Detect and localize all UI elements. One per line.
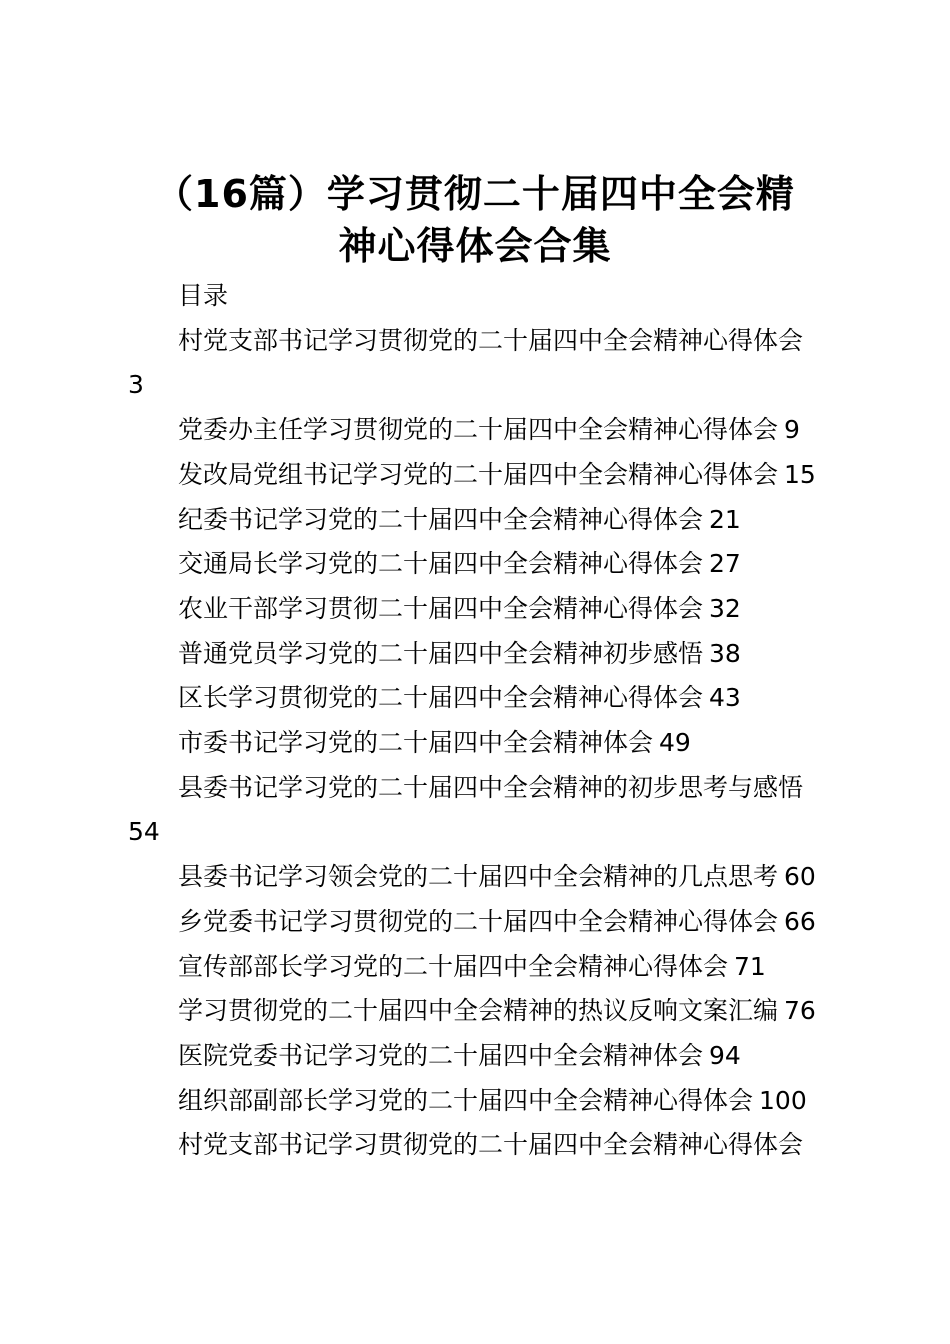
toc-entry-text: 医院党委书记学习党的二十届四中全会精神体会 [178,1040,704,1070]
toc-entry[interactable] [128,855,828,900]
toc-entry-page: 21 [709,504,741,534]
toc-entry-page: 49 [659,728,691,758]
toc-entry-text: 乡党委书记学习贯彻党的二十届四中全会精神心得体会 [178,906,779,936]
toc-entry-page: 100 [759,1085,807,1115]
toc-entry[interactable] [128,319,828,408]
toc-entry-text: 市委书记学习党的二十届四中全会精神体会 [178,728,654,758]
toc-entry-text: 组织部副部长学习党的二十届四中全会精神心得体会 [178,1085,754,1115]
toc-entry-text: 普通党员学习党的二十届四中全会精神初步感悟 [178,638,704,668]
toc-entry-page: 94 [709,1040,741,1070]
toc-entry-page: 71 [734,951,766,981]
toc-entry-page: 43 [709,683,741,713]
toc-entry[interactable] [128,1034,828,1079]
toc-entry-page: 15 [784,459,816,489]
toc-entry-text: 县委书记学习领会党的二十届四中全会精神的几点思考 [178,862,779,892]
toc-entry[interactable] [128,766,828,855]
toc-heading: 目录 [178,281,229,310]
toc-entry-text: 农业干部学习贯彻二十届四中全会精神心得体会 [178,593,704,623]
toc-entry-page: 76 [784,996,816,1026]
toc-entry-page: 9 [784,415,800,445]
toc-entry-text: 县委书记学习党的二十届四中全会精神的初步思考与感悟 [178,772,804,802]
toc-entry[interactable] [128,587,828,632]
toc-entry[interactable] [128,542,828,587]
toc-entry[interactable] [128,945,828,990]
toc-entry[interactable] [128,676,828,721]
toc-entry-text: 发改局党组书记学习党的二十届四中全会精神心得体会 [178,459,779,489]
toc-entry[interactable] [128,408,828,453]
toc-entry[interactable] [128,721,828,766]
toc-entry-text: 村党支部书记学习贯彻党的二十届四中全会精神心得体会 [178,325,804,355]
toc-entry-text: 纪委书记学习党的二十届四中全会精神心得体会 [178,504,704,534]
toc-entry-text: 宣传部部长学习党的二十届四中全会精神心得体会 [178,951,729,981]
toc-entry-page: 54 [128,817,160,847]
toc-entry-page: 38 [709,638,741,668]
toc-entry[interactable] [128,453,828,498]
toc-entry[interactable] [128,1079,828,1124]
table-of-contents [128,274,828,1168]
toc-entry[interactable] [128,900,828,945]
toc-entry[interactable] [128,498,828,543]
toc-entry[interactable] [128,632,828,677]
document-title [120,168,830,272]
toc-entry-page: 27 [709,549,741,579]
toc-entry-text: 交通局长学习党的二十届四中全会精神心得体会 [178,549,704,579]
title-line-2: 神心得体会合集 [338,224,612,268]
toc-entry-text: 区长学习贯彻党的二十届四中全会精神心得体会 [178,683,704,713]
toc-entry-page: 60 [784,862,816,892]
toc-entry-page: 66 [784,906,816,936]
toc-entry[interactable] [128,989,828,1034]
title-line-1: （16篇）学习贯彻二十届四中全会精 [155,172,795,216]
toc-entry-text: 学习贯彻党的二十届四中全会精神的热议反响文案汇编 [178,996,779,1026]
toc-entry-text: 党委办主任学习贯彻党的二十届四中全会精神心得体会 [178,415,779,445]
toc-entry[interactable] [128,1123,828,1168]
toc-entry-page: 32 [709,593,741,623]
toc-entry-text: 村党支部书记学习贯彻党的二十届四中全会精神心得体会 [178,1130,804,1160]
toc-entry-page: 3 [128,370,144,400]
